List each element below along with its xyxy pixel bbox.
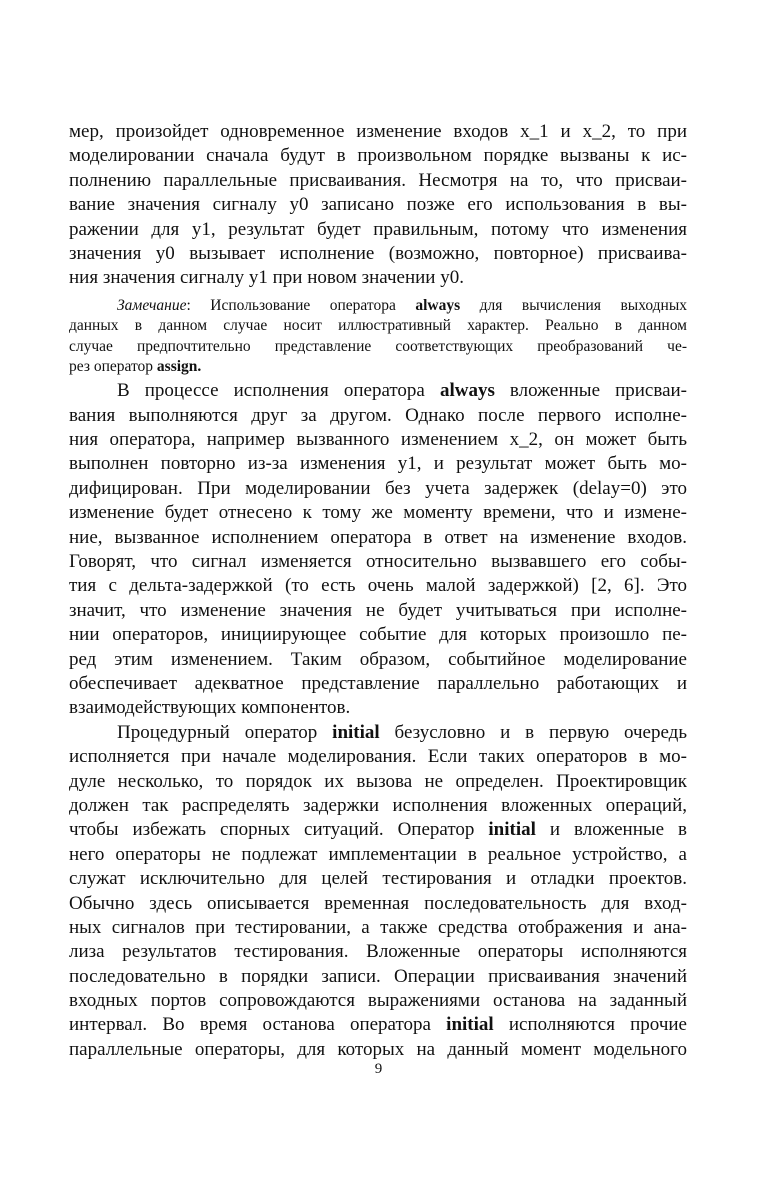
text-line: последовательно в порядки записи. Операции присваивания значений	[69, 965, 687, 987]
note-line	[69, 296, 687, 316]
keyword-initial: initial	[488, 819, 536, 841]
text-line: мер, произойдет одновременное изменение входов x_1 и x_2, то при	[69, 121, 687, 142]
text-line	[69, 721, 687, 745]
text-segment: безусловно и в первую очередь	[379, 721, 688, 743]
text-line: вания выполняются друг за другом. Однако после первого исполне-	[69, 404, 687, 426]
keyword-always: always	[439, 380, 495, 402]
note-line	[69, 357, 687, 377]
text-line: Обычно здесь описывается временная последовательность для вход-	[69, 892, 687, 914]
page-number: 9	[374, 1061, 383, 1077]
text-line: изменение будет отнесено к тому же моменту времени, что и измене-	[69, 502, 687, 524]
keyword-initial: initial	[446, 1014, 494, 1036]
text-line: значения y0 вызывает исполнение (возможно, повторное) присваива-	[69, 242, 687, 264]
text-line: обеспечивает адекватное представление параллельно работающих и	[69, 672, 687, 694]
text-line	[69, 818, 687, 842]
text-line: служат исключительно для целей тестирования и отладки проектов.	[69, 868, 687, 890]
text-line: ред этим изменением. Таким образом, событийное моделирование	[69, 648, 687, 670]
text-segment: вложенные присваи-	[494, 380, 687, 402]
paragraph-2	[69, 379, 687, 720]
page-body	[69, 120, 687, 1062]
text-segment: Процедурный оператор	[117, 721, 333, 743]
text-segment: В процессе исполнения оператора	[117, 380, 440, 402]
text-line: вание значения сигналу y0 записано позже его использования в вы-	[69, 194, 687, 216]
text-line: лиза результатов тестирования. Вложенные операторы исполняются	[69, 941, 687, 963]
text-line	[69, 379, 687, 403]
text-line: нии операторов, инициирующее событие для которых произошло пе-	[69, 624, 687, 646]
text-line: ражении для y1, результат будет правильным, потому что изменения	[69, 218, 687, 240]
text-line: должен так распределять задержки исполнения вложенных операций,	[69, 794, 687, 816]
text-line: выполнен повторно из-за изменения y1, и результат может быть мо-	[69, 453, 687, 475]
text-line: параллельные операторы, для которых на данный момент модельного	[69, 1038, 687, 1060]
text-line: входных портов сопровождаются выражениями останова на заданный	[69, 990, 687, 1012]
keyword-always: always	[415, 296, 461, 314]
text-line: ния оператора, например вызванного изменением x_2, он может быть	[69, 429, 687, 451]
note-line: данных в данном случае носит иллюстративный характер. Реально в данном	[69, 317, 687, 335]
text-line: ние, вызванное исполнением оператора в ответ на изменение входов.	[69, 526, 687, 548]
note-text: : Использование оператора	[186, 296, 416, 314]
note-label: Замечание	[117, 296, 187, 314]
note-text: для вычисления выходных	[460, 296, 687, 314]
text-segment: и вложенные в	[535, 819, 687, 841]
text-line: взаимодействующих компонентов.	[69, 697, 351, 719]
text-line: дуле несколько, то порядок их вызова не определен. Проектировщик	[69, 770, 687, 792]
note-block	[69, 296, 687, 378]
text-line: дифицирован. При моделировании без учета задержек (delay=0) это	[69, 477, 687, 499]
text-line	[69, 1013, 687, 1037]
text-line: значит, что изменение значения не будет учитываться при исполне-	[69, 599, 687, 621]
text-line: тия с дельта-задержкой (то есть очень малой задержкой) [2, 6]. Это	[69, 575, 687, 597]
paragraph-3	[69, 721, 687, 1062]
text-segment: чтобы избежать спорных ситуаций. Оператор	[69, 819, 489, 841]
text-segment: интервал. Во время останова оператора	[69, 1014, 447, 1036]
text-line: него операторы не подлежат имплементации в реальное устройство, а	[69, 843, 687, 865]
text-line: моделировании сначала будут в произвольном порядке вызваны к ис-	[69, 145, 687, 167]
paragraph-1	[69, 120, 687, 291]
text-line: исполняется при начале моделирования. Если таких операторов в мо-	[69, 746, 687, 768]
text-line: полнению параллельные присваивания. Несмотря на то, что присваи-	[69, 169, 687, 191]
note-text: рез оператор	[69, 357, 157, 375]
text-line: ных сигналов при тестировании, а также средства отображения и ана-	[69, 916, 687, 938]
text-segment: исполняются прочие	[493, 1014, 687, 1036]
text-line: ния значения сигналу y1 при новом значении y0.	[69, 267, 464, 289]
keyword-initial: initial	[332, 721, 380, 743]
note-line: случае предпочтительно представление соответствующих преобразований че-	[69, 337, 687, 355]
keyword-assign: assign.	[156, 357, 202, 375]
text-line: Говорят, что сигнал изменяется относительно вызвавшего его собы-	[69, 551, 687, 573]
